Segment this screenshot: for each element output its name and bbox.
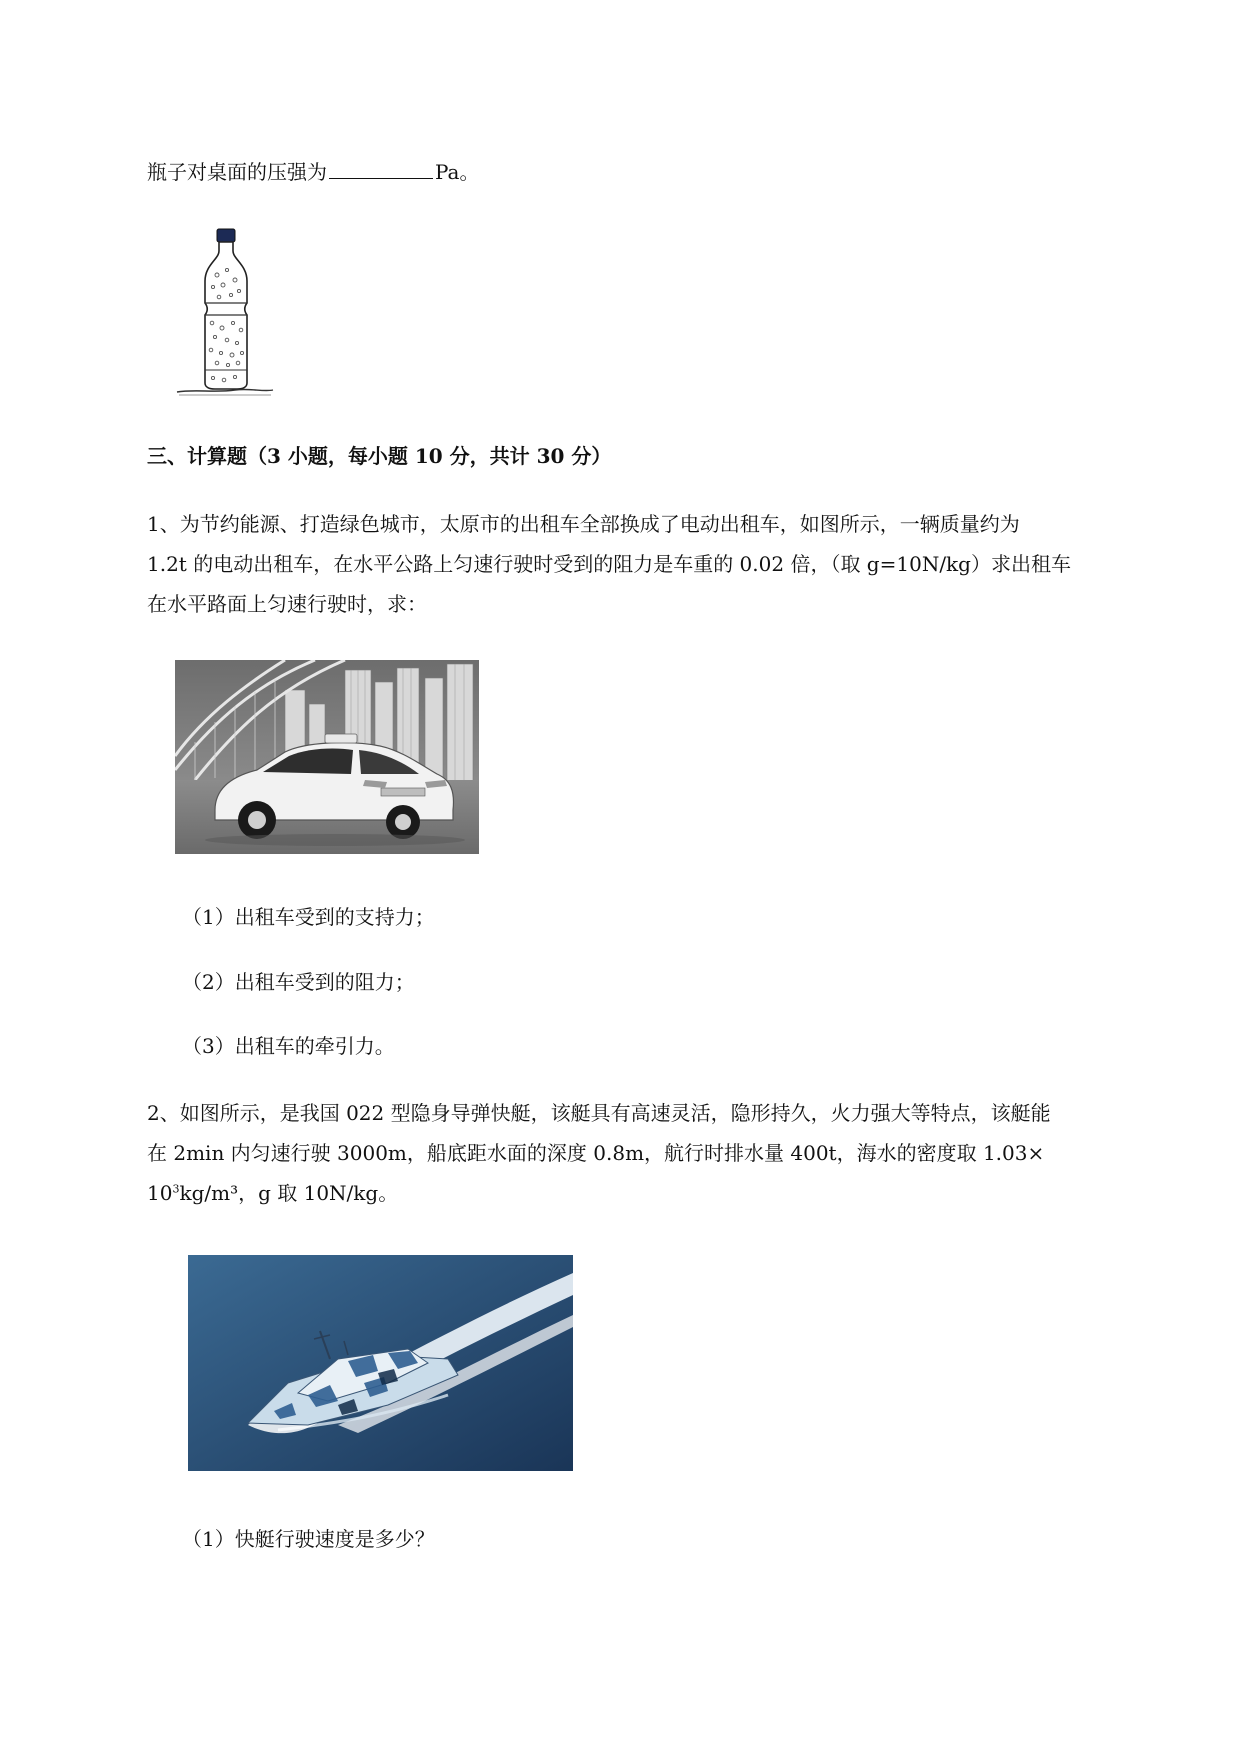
section-heading: 三、计算题（3 小题，每小题 10 分，共计 30 分） [147,444,612,468]
water-bottle-icon [175,225,275,403]
q1-sub-2: （2）出租车受到的阻力； [182,970,415,994]
q2-line-2: 在 2min 内匀速行驶 3000m，船底距水面的深度 0.8m，航行时排水量 400t，海水的密度取 1.03× [147,1141,1045,1165]
boat-figure [188,1255,573,1471]
electric-taxi-photo [175,660,479,854]
bottle-figure [175,225,275,403]
taxi-figure [175,660,479,854]
stealth-missile-boat-photo [188,1255,573,1471]
fill-blank-question [147,160,479,184]
q1-sub-1: （1）出租车受到的支持力； [182,905,435,929]
q2-line-3 [147,1181,398,1205]
question-text: 瓶子对桌面的压强为 [147,160,327,184]
q2-sub-1: （1）快艇行驶速度是多少？ [182,1527,435,1551]
q2-line-3-exponent: 3 [172,1182,180,1196]
q1-line-3: 在水平路面上匀速行驶时，求： [147,592,427,616]
answer-blank[interactable] [329,160,433,179]
q1-line-1: 1、为节约能源、打造绿色城市，太原市的出租车全部换成了电动出租车，如图所示，一辆质量约为 [147,512,1020,536]
q2-line-3-base: 10 [147,1181,173,1205]
q1-line-2: 1.2t 的电动出租车，在水平公路上匀速行驶时受到的阻力是车重的 0.02 倍，（取 g=10N/kg）求出租车 [147,552,1071,576]
q1-sub-3: （3）出租车的牵引力。 [182,1034,395,1058]
q2-line-3-rest: kg/m³，g 取 10N/kg。 [179,1181,399,1205]
question-unit: Pa。 [435,160,480,184]
q2-line-1: 2、如图所示，是我国 022 型隐身导弹快艇，该艇具有高速灵活，隐形持久，火力强大等特点，该艇能 [147,1101,1051,1125]
